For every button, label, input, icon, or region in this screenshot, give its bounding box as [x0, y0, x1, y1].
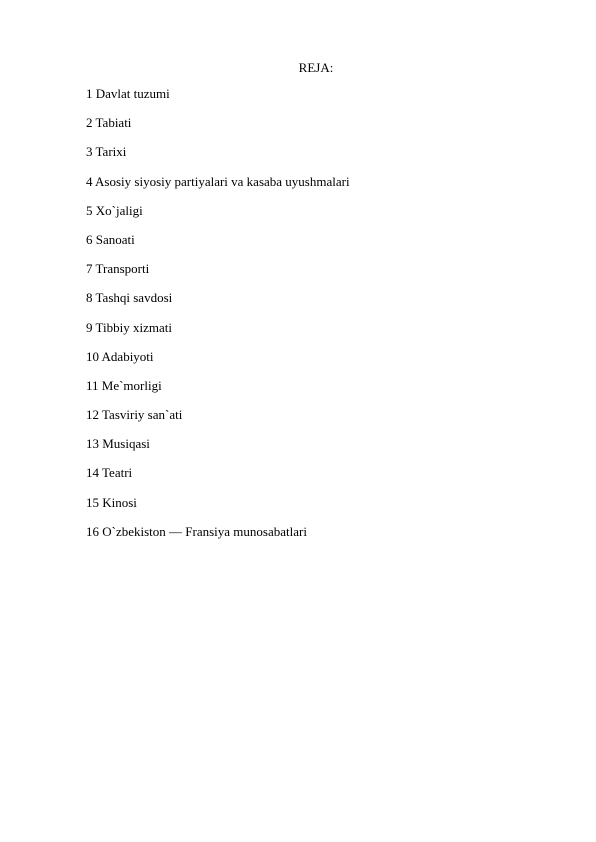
- plan-list: [86, 86, 350, 553]
- plan-item: 15 Kinosi: [86, 494, 137, 510]
- plan-item: 14 Teatri: [86, 465, 133, 481]
- plan-item: 13 Musiqasi: [86, 436, 150, 452]
- plan-item: 12 Tasviriy san`ati: [86, 407, 183, 423]
- plan-item: 3 Tarixi: [86, 144, 127, 160]
- plan-item: 2 Tabiati: [86, 115, 132, 131]
- page-title: REJA:: [298, 60, 334, 75]
- plan-item: 9 Tibbiy xizmati: [86, 319, 172, 335]
- plan-item: 6 Sanoati: [86, 231, 135, 247]
- plan-item: 16 O`zbekiston — Fransiya munosabatlari: [86, 523, 307, 539]
- plan-item: 1 Davlat tuzumi: [86, 86, 170, 101]
- plan-item: 8 Tashqi savdosi: [86, 290, 173, 306]
- plan-item: 10 Adabiyoti: [86, 348, 154, 364]
- plan-item: 7 Transporti: [86, 261, 150, 277]
- plan-item: 5 Xo`jaligi: [86, 202, 143, 218]
- plan-item: 4 Asosiy siyosiy partiyalari va kasaba uyushmalari: [86, 173, 350, 189]
- plan-item: 11 Me`morligi: [86, 377, 162, 393]
